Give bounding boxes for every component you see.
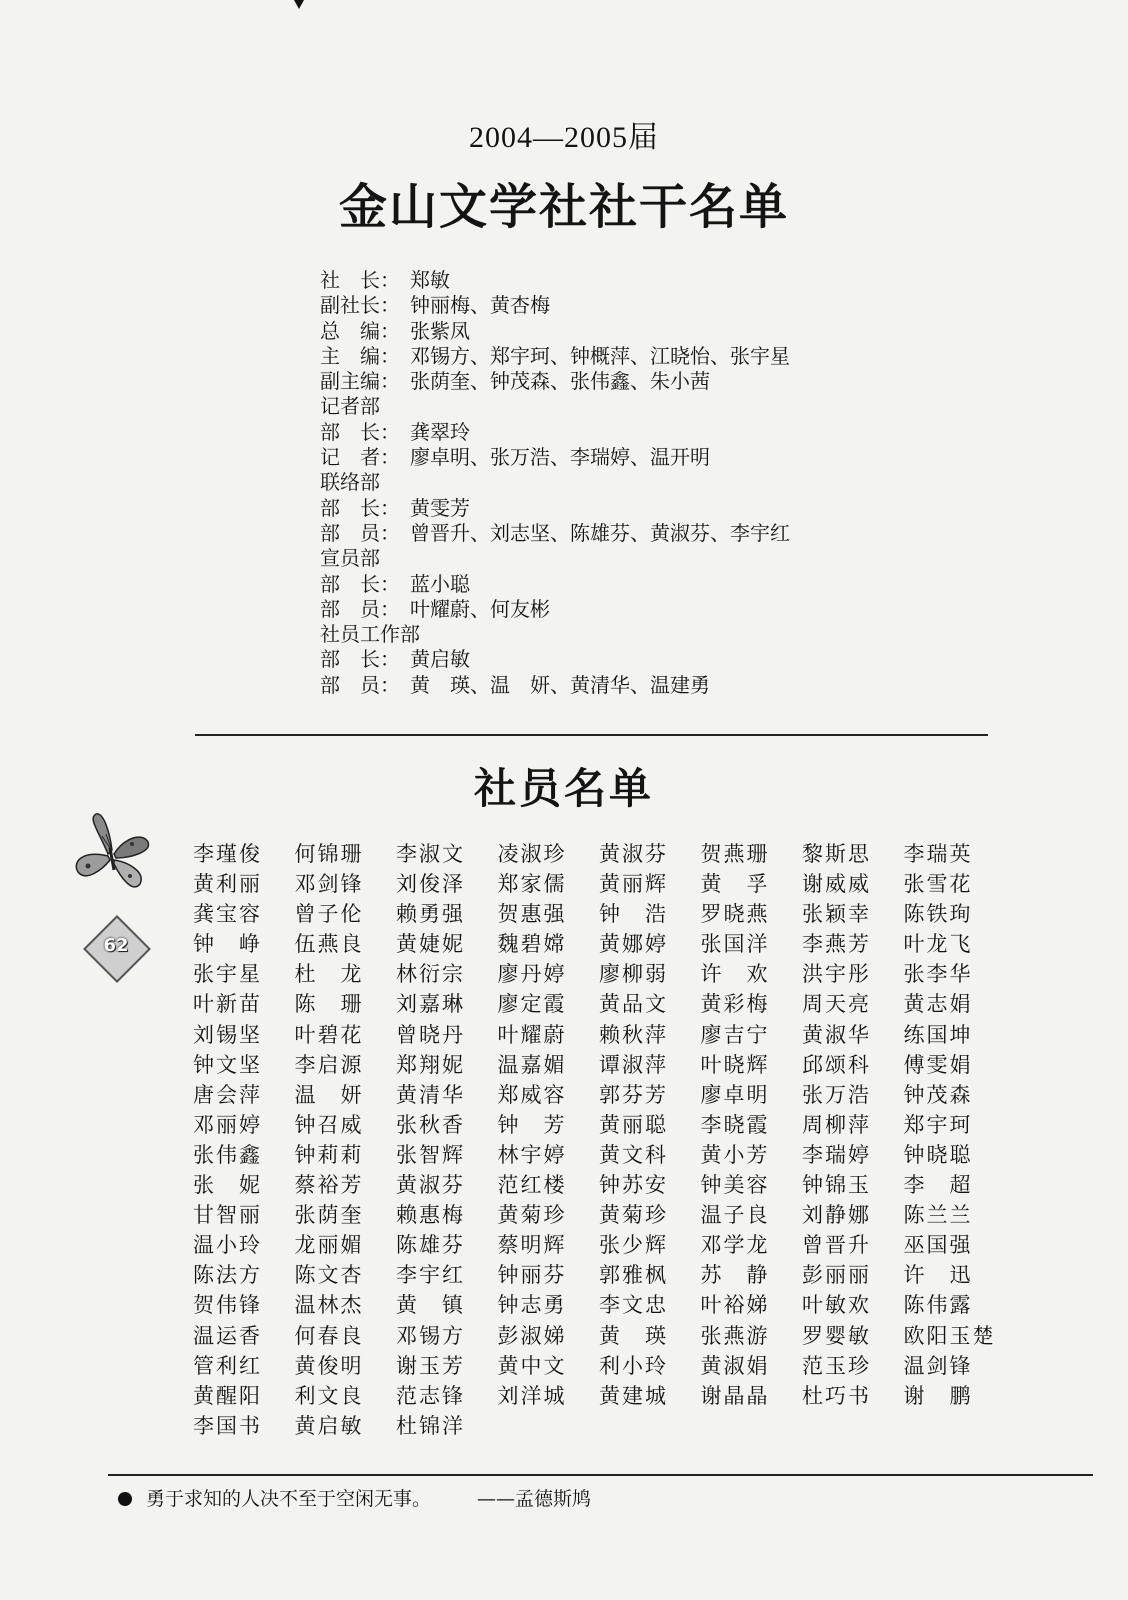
member-name: 黄菊珍 xyxy=(599,1203,668,1228)
member-name: 周天亮 xyxy=(802,992,871,1017)
member-name: 邱颂科 xyxy=(802,1052,871,1077)
member-name: 李文忠 xyxy=(599,1293,668,1318)
member-name: 陈 珊 xyxy=(294,992,364,1017)
member-name: 刘锡坚 xyxy=(193,1022,262,1047)
officer-names: 蓝小聪 xyxy=(410,571,470,596)
officer-names: 曾晋升、刘志坚、陈雄芬、黄淑芬、李宇红 xyxy=(410,520,790,545)
officer-names: 龚翠玲 xyxy=(410,419,470,444)
member-name: 黄利丽 xyxy=(193,872,262,897)
officer-row xyxy=(320,268,1020,293)
member-name: 黄醒阳 xyxy=(193,1383,262,1408)
member-name: 蔡裕芳 xyxy=(294,1173,364,1198)
member-name: 李瑾俊 xyxy=(193,842,262,866)
member-name: 曾子伦 xyxy=(294,902,364,927)
member-name: 钟莉莉 xyxy=(294,1142,364,1167)
officer-names: 黄启敏 xyxy=(410,647,470,672)
member-name: 唐会萍 xyxy=(193,1082,262,1107)
member-name: 叶新苗 xyxy=(193,992,262,1017)
member-name: 贺伟锋 xyxy=(193,1293,262,1318)
member-name: 钟志勇 xyxy=(497,1293,567,1318)
member-name: 林衍宗 xyxy=(396,962,465,987)
member-name: 张伟鑫 xyxy=(193,1142,262,1167)
member-name: 钟召威 xyxy=(294,1112,364,1137)
member-name: 黄 孚 xyxy=(700,872,770,897)
member-name: 杜锦洋 xyxy=(396,1413,465,1438)
member-name: 黄 瑛 xyxy=(599,1323,668,1348)
member-name: 温嘉媚 xyxy=(497,1052,567,1077)
member-name: 许 欢 xyxy=(700,962,770,987)
member-name: 钟 浩 xyxy=(599,902,668,927)
officer-label: 部 长： xyxy=(320,419,400,444)
member-name: 邓锡方 xyxy=(396,1323,465,1348)
officer-row xyxy=(320,394,1020,419)
officer-names: 叶耀蔚、何友彬 xyxy=(410,596,550,621)
member-name: 黄 镇 xyxy=(396,1293,465,1318)
member-name: 黄菊珍 xyxy=(497,1203,567,1228)
member-name: 温小玲 xyxy=(193,1233,262,1258)
member-name: 钟晓聪 xyxy=(903,1142,973,1167)
header-year: 2004—2005届 xyxy=(469,121,659,154)
member-name: 张秋香 xyxy=(396,1112,465,1137)
member-name: 黄淑娟 xyxy=(700,1353,770,1378)
officer-names: 黄 瑛、温 妍、黄清华、温建勇 xyxy=(410,672,710,697)
member-name: 廖吉宁 xyxy=(700,1022,770,1047)
member-name: 张颖幸 xyxy=(802,902,871,927)
member-name: 黄品文 xyxy=(599,992,668,1017)
officer-label: 部 长： xyxy=(320,571,400,596)
officer-label: 记 者： xyxy=(320,445,400,470)
member-name: 钟丽芬 xyxy=(497,1263,567,1288)
member-name: 黄淑芬 xyxy=(396,1173,465,1198)
member-name: 邓学龙 xyxy=(700,1233,770,1258)
member-name: 叶敏欢 xyxy=(802,1293,871,1318)
member-name: 张荫奎 xyxy=(294,1203,364,1228)
member-name: 黄志娟 xyxy=(903,992,973,1017)
officer-row xyxy=(320,420,1020,445)
officer-row xyxy=(320,445,1020,470)
member-name: 赖秋萍 xyxy=(599,1022,668,1047)
member-name: 李国书 xyxy=(193,1413,262,1438)
member-name: 蔡明辉 xyxy=(497,1233,567,1258)
officer-names: 钟丽梅、黄杏梅 xyxy=(410,293,550,318)
member-name: 郭芬芳 xyxy=(599,1082,668,1107)
officer-row xyxy=(320,521,1020,546)
member-name: 杜 龙 xyxy=(294,962,364,987)
member-name: 黄彩梅 xyxy=(700,992,770,1017)
member-name: 李淑文 xyxy=(396,842,465,866)
member-name: 郭雅枫 xyxy=(599,1263,668,1288)
member-name: 范志锋 xyxy=(396,1383,465,1408)
page-number: 62 xyxy=(103,935,129,956)
member-name: 李启源 xyxy=(294,1052,364,1077)
member-name: 黄启敏 xyxy=(294,1413,364,1438)
member-name: 苏 静 xyxy=(700,1263,770,1288)
member-name: 叶耀蔚 xyxy=(497,1022,567,1047)
member-name: 钟文坚 xyxy=(193,1052,262,1077)
officer-label: 副主编： xyxy=(320,369,400,394)
member-name: 黄丽聪 xyxy=(599,1112,668,1137)
member-name: 凌淑珍 xyxy=(497,842,567,866)
member-name: 刘嘉琳 xyxy=(396,992,465,1017)
member-name: 李瑞英 xyxy=(903,842,973,866)
member-name: 许 迅 xyxy=(903,1263,973,1288)
member-name: 范红楼 xyxy=(497,1173,567,1198)
officer-row xyxy=(320,344,1020,369)
member-name: 廖柳弱 xyxy=(599,962,668,987)
officer-label: 总 编： xyxy=(320,318,400,343)
officer-row xyxy=(320,647,1020,672)
member-name: 刘洋城 xyxy=(497,1383,567,1408)
member-name: 曾晋升 xyxy=(802,1233,871,1258)
section-divider xyxy=(195,734,988,736)
member-name: 练国坤 xyxy=(903,1022,973,1047)
member-name: 温子良 xyxy=(700,1203,770,1228)
officer-label: 宣员部 xyxy=(320,546,380,571)
member-name: 黄丽辉 xyxy=(599,872,668,897)
member-name: 郑翔妮 xyxy=(396,1052,465,1077)
member-name: 叶晓辉 xyxy=(700,1052,770,1077)
member-name: 李晓霞 xyxy=(700,1112,770,1137)
top-mark xyxy=(292,0,306,10)
footer-divider xyxy=(108,1474,1093,1476)
member-name: 谭淑萍 xyxy=(599,1052,668,1077)
member-name: 利小玲 xyxy=(599,1353,668,1378)
member-name: 温运香 xyxy=(193,1323,262,1348)
officer-row xyxy=(320,622,1020,647)
officer-row xyxy=(320,496,1020,521)
member-name: 曾晓丹 xyxy=(396,1022,465,1047)
member-name: 巫国强 xyxy=(903,1233,973,1258)
member-name: 钟 芳 xyxy=(497,1112,567,1137)
member-name: 谢 鹏 xyxy=(903,1383,973,1408)
member-name: 张万浩 xyxy=(802,1082,871,1107)
member-name: 钟苏安 xyxy=(599,1173,668,1198)
member-name: 范玉珍 xyxy=(802,1353,871,1378)
officer-row xyxy=(320,597,1020,622)
member-name: 谢威威 xyxy=(802,872,871,897)
member-name: 黄清华 xyxy=(396,1082,465,1107)
member-name: 钟茂森 xyxy=(903,1082,973,1107)
member-name: 郑威容 xyxy=(497,1082,567,1107)
member-name: 彭丽丽 xyxy=(802,1263,871,1288)
officer-row xyxy=(320,369,1020,394)
member-name: 贺惠强 xyxy=(497,902,567,927)
member-name: 罗晓燕 xyxy=(700,902,770,927)
quote-text: 勇于求知的人决不至于空闲无事。 xyxy=(146,1488,432,1510)
member-name: 龚宝容 xyxy=(193,902,262,927)
officer-names: 廖卓明、张万浩、李瑞婷、温开明 xyxy=(410,445,710,470)
member-name: 何锦珊 xyxy=(294,842,364,866)
member-name: 管利红 xyxy=(193,1353,262,1378)
member-name: 贺燕珊 xyxy=(700,842,770,866)
officer-label: 部 长： xyxy=(320,495,400,520)
officer-label: 部 长： xyxy=(320,647,400,672)
member-name: 黄淑华 xyxy=(802,1022,871,1047)
member-name: 龙丽媚 xyxy=(294,1233,364,1258)
member-name: 陈法方 xyxy=(193,1263,262,1288)
member-name: 陈铁珣 xyxy=(903,902,973,927)
member-name: 周柳萍 xyxy=(802,1112,871,1137)
member-name: 黄小芳 xyxy=(700,1142,770,1167)
member-name: 洪宇彤 xyxy=(802,962,871,987)
member-name: 叶碧花 xyxy=(294,1022,364,1047)
member-name: 黎斯思 xyxy=(802,842,871,866)
member-name: 利文良 xyxy=(294,1383,364,1408)
member-name: 邓剑锋 xyxy=(294,872,364,897)
member-name: 甘智丽 xyxy=(193,1203,262,1228)
member-name: 温剑锋 xyxy=(903,1353,973,1378)
member-name: 刘静娜 xyxy=(802,1203,871,1228)
member-name: 张智辉 xyxy=(396,1142,465,1167)
member-name: 叶裕娣 xyxy=(700,1293,770,1318)
member-name: 魏碧嫦 xyxy=(497,932,567,957)
member-name: 温 妍 xyxy=(294,1082,364,1107)
member-name: 欧阳玉楚 xyxy=(903,1323,996,1348)
member-name: 陈雄芬 xyxy=(396,1233,465,1258)
member-name: 赖惠梅 xyxy=(396,1203,465,1228)
quote-author: ——孟德斯鸠 xyxy=(477,1488,592,1510)
officer-row xyxy=(320,470,1020,495)
member-name: 谢晶晶 xyxy=(700,1383,770,1408)
member-name: 邓丽婷 xyxy=(193,1112,262,1137)
officer-row xyxy=(320,293,1020,318)
officer-names: 张荫奎、钟茂森、张伟鑫、朱小茜 xyxy=(410,369,710,394)
member-name: 张国洋 xyxy=(700,932,770,957)
officer-label: 记者部 xyxy=(320,394,380,419)
member-name: 钟美容 xyxy=(700,1173,770,1198)
member-name: 彭淑娣 xyxy=(497,1323,567,1348)
member-name: 郑家儒 xyxy=(497,872,567,897)
bullet-icon xyxy=(118,1492,132,1506)
member-name: 钟锦玉 xyxy=(802,1173,871,1198)
member-name: 伍燕良 xyxy=(294,932,364,957)
member-name: 廖定霞 xyxy=(497,992,567,1017)
officer-row xyxy=(320,319,1020,344)
member-name: 廖丹婷 xyxy=(497,962,567,987)
officer-label: 部 员： xyxy=(320,672,400,697)
member-name: 林宇婷 xyxy=(497,1142,567,1167)
officer-names: 张紫凤 xyxy=(410,318,470,343)
member-name: 张燕游 xyxy=(700,1323,770,1348)
member-name: 钟 峥 xyxy=(193,932,262,957)
member-name: 李燕芳 xyxy=(802,932,871,957)
officer-label: 社 长： xyxy=(320,268,400,292)
page-title: 金山文学社社干名单 xyxy=(338,179,789,235)
member-name: 李瑞婷 xyxy=(802,1142,871,1167)
member-name: 黄婕妮 xyxy=(396,932,465,957)
officer-names: 郑敏 xyxy=(410,268,450,292)
officer-label: 主 编： xyxy=(320,343,400,368)
member-name: 张宇星 xyxy=(193,962,262,987)
member-name: 黄中文 xyxy=(497,1353,567,1378)
member-name: 张少辉 xyxy=(599,1233,668,1258)
officer-label: 副社长： xyxy=(320,293,400,318)
member-name: 黄建城 xyxy=(599,1383,668,1408)
officer-names: 黄雯芳 xyxy=(410,495,470,520)
member-name: 傅雯娟 xyxy=(903,1052,973,1077)
member-name: 陈兰兰 xyxy=(903,1203,973,1228)
member-name: 张 妮 xyxy=(193,1173,262,1198)
officer-row xyxy=(320,673,1020,698)
member-grid xyxy=(193,838,996,1440)
members-title: 社员名单 xyxy=(473,764,654,813)
member-name: 陈文杏 xyxy=(294,1263,364,1288)
member-name: 黄淑芬 xyxy=(599,842,668,866)
member-name: 李宇红 xyxy=(396,1263,465,1288)
footer-quote xyxy=(118,1484,591,1511)
member-name: 张李华 xyxy=(903,962,973,987)
member-name: 罗婴敏 xyxy=(802,1323,871,1348)
member-name: 张雪花 xyxy=(903,872,973,897)
member-name: 何春良 xyxy=(294,1323,364,1348)
member-name: 谢玉芳 xyxy=(396,1353,465,1378)
officer-label: 联络部 xyxy=(320,470,380,495)
member-name: 温林杰 xyxy=(294,1293,364,1318)
member-name: 赖勇强 xyxy=(396,902,465,927)
officer-label: 部 员： xyxy=(320,596,400,621)
officer-label: 社员工作部 xyxy=(320,622,420,647)
member-name: 刘俊泽 xyxy=(396,872,465,897)
butterfly-icon xyxy=(68,810,158,900)
officer-names: 邓锡方、郑宇珂、钟概萍、江晓怡、张宇星 xyxy=(410,343,790,368)
member-name: 叶龙飞 xyxy=(903,932,973,957)
member-name: 黄文科 xyxy=(599,1142,668,1167)
member-name: 陈伟露 xyxy=(903,1293,973,1318)
member-name: 黄俊明 xyxy=(294,1353,364,1378)
officer-list xyxy=(320,268,1020,698)
officer-row xyxy=(320,546,1020,571)
member-name: 廖卓明 xyxy=(700,1082,770,1107)
member-name: 黄娜婷 xyxy=(599,932,668,957)
member-name: 郑宇珂 xyxy=(903,1112,973,1137)
officer-row xyxy=(320,572,1020,597)
officer-label: 部 员： xyxy=(320,520,400,545)
member-name: 杜巧书 xyxy=(802,1383,871,1408)
member-name: 李 超 xyxy=(903,1173,973,1198)
